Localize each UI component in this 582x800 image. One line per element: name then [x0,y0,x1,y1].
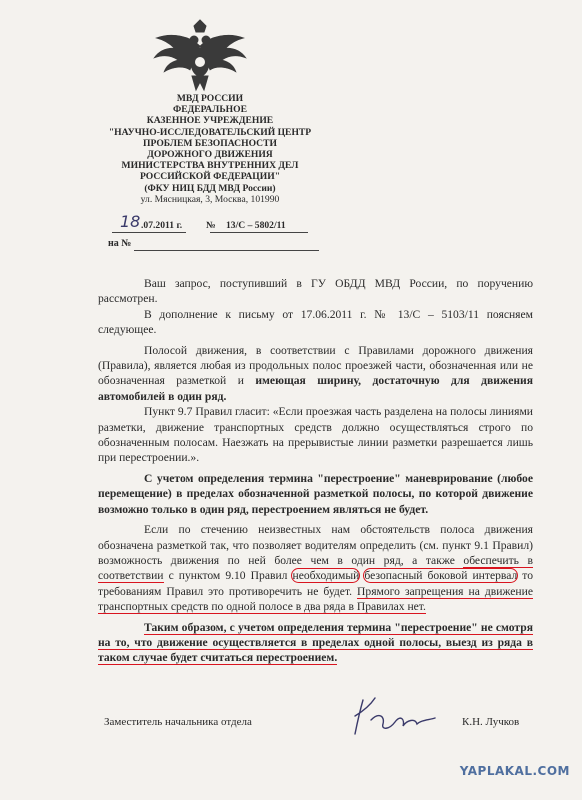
signature-block [104,716,544,736]
double-headed-eagle-emblem-icon [150,18,250,98]
letter-body [98,276,533,666]
circumstances-conclusion: то требованиям Правил это противоречить не будет. [98,569,534,598]
reply-to-label: на № [108,238,132,249]
paragraph-request: Ваш запрос, поступивший в ГУ ОБДД МВД России, по поручению рассмотрен. [98,277,533,306]
outgoing-number: 13/С – 5802/11 [226,220,286,231]
underlined-summary: Таким образом, с учетом определения термина "перестроение" не смотря на то, что движение осуществляется в пределах одной полосы, выезд из ряда в таком случае будет считаться перестроением. [98,620,533,665]
org-type-2: КАЗЕННОЕ УЧРЕЖДЕНИЕ [146,115,274,127]
date-number-line [106,212,346,236]
paragraph-addendum: В дополнение к письму от 17.06.2011 г. № 13/С – 5103/11 поясняем следующее. [98,307,533,337]
org-name-2: ПРОБЛЕМ БЕЗОПАСНОСТИ [143,137,277,149]
org-name-4: МИНИСТЕРСТВА ВНУТРЕННИХ ДЕЛ [121,160,299,172]
org-type: ФЕДЕРАЛЬНОЕ [172,104,247,116]
org-abbrev: (ФКУ НИЦ БДД МВД России) [144,182,276,194]
circumstances-text: Если по стечению неизвестных нам обстоятельств полоса движения обозначена разметкой так, что позволяет водителям определить (см. пункт 9.1 Правил) возможность движения по ней более чем в один ряд, а также [98,523,533,567]
date-underline [112,232,186,233]
number-label: № [206,220,216,231]
number-underline [210,232,308,233]
underlined-no-prohibition: Прямого запрещения на движение транспортных средств по одной полосе в два ряда в Правилах нет. [98,584,533,614]
org-name-3: ДОРОЖНОГО ДВИЖЕНИЯ [147,149,273,161]
date-month-year: .07.2011 г. [141,220,183,231]
circumstances-rule-ref: с пунктом 9.10 Правил [163,569,293,583]
paragraph-summary [98,620,533,666]
site-watermark: YAPLAKAL.COM [459,764,570,778]
org-name-1: "НАУЧНО-ИССЛЕДОВАТЕЛЬСКИЙ ЦЕНТР [108,126,312,138]
ministry-name: МВД РОССИИ [176,93,244,104]
signer-name: К.Н. Лучков [462,716,520,728]
paragraph-circumstances [98,522,533,614]
signer-role: Заместитель начальника отдела [104,716,252,728]
underlined-ensure: обеспечить в соответствии [98,553,533,583]
lane-definition-bold: имеющая ширину, достаточную для движения автомобилей в один ряд. [98,374,533,403]
org-name-5: РОССИЙСКОЙ ФЕДЕРАЦИИ" [139,171,281,183]
circled-safe-interval: безопасный боковой интервал [364,569,518,583]
organization-header [80,93,340,205]
circled-necessary: необходимый [292,569,360,583]
paragraph-lane-definition [98,343,533,405]
org-address: ул. Мясницкая, 3, Москва, 101990 [140,193,280,205]
paragraph-maneuver: С учетом определения термина "перестроение" маневрирование (любое перемещение) в пределах обозначенной разметкой полосы, по которой движение возможно только в один ряд, перестроением являться не будет. [98,471,533,516]
handwritten-day: 18 [120,212,141,231]
reply-to-underline [134,250,319,251]
lane-definition-text: Полосой движения, в соответствии с Правилами дорожного движения (Правила), является любая из продольных полос проезжей части, обозначенная или не обозначенная разметкой и [98,343,533,388]
paragraph-rule-9-7: Пункт 9.7 Правил гласит: «Если проезжая часть разделена на полосы линиями разметки, движение транспортных средств должно осуществляться строго по обозначенным полосам. Наезжать на прерывистые линии разметки разрешается лишь при перестроении.». [98,405,533,465]
